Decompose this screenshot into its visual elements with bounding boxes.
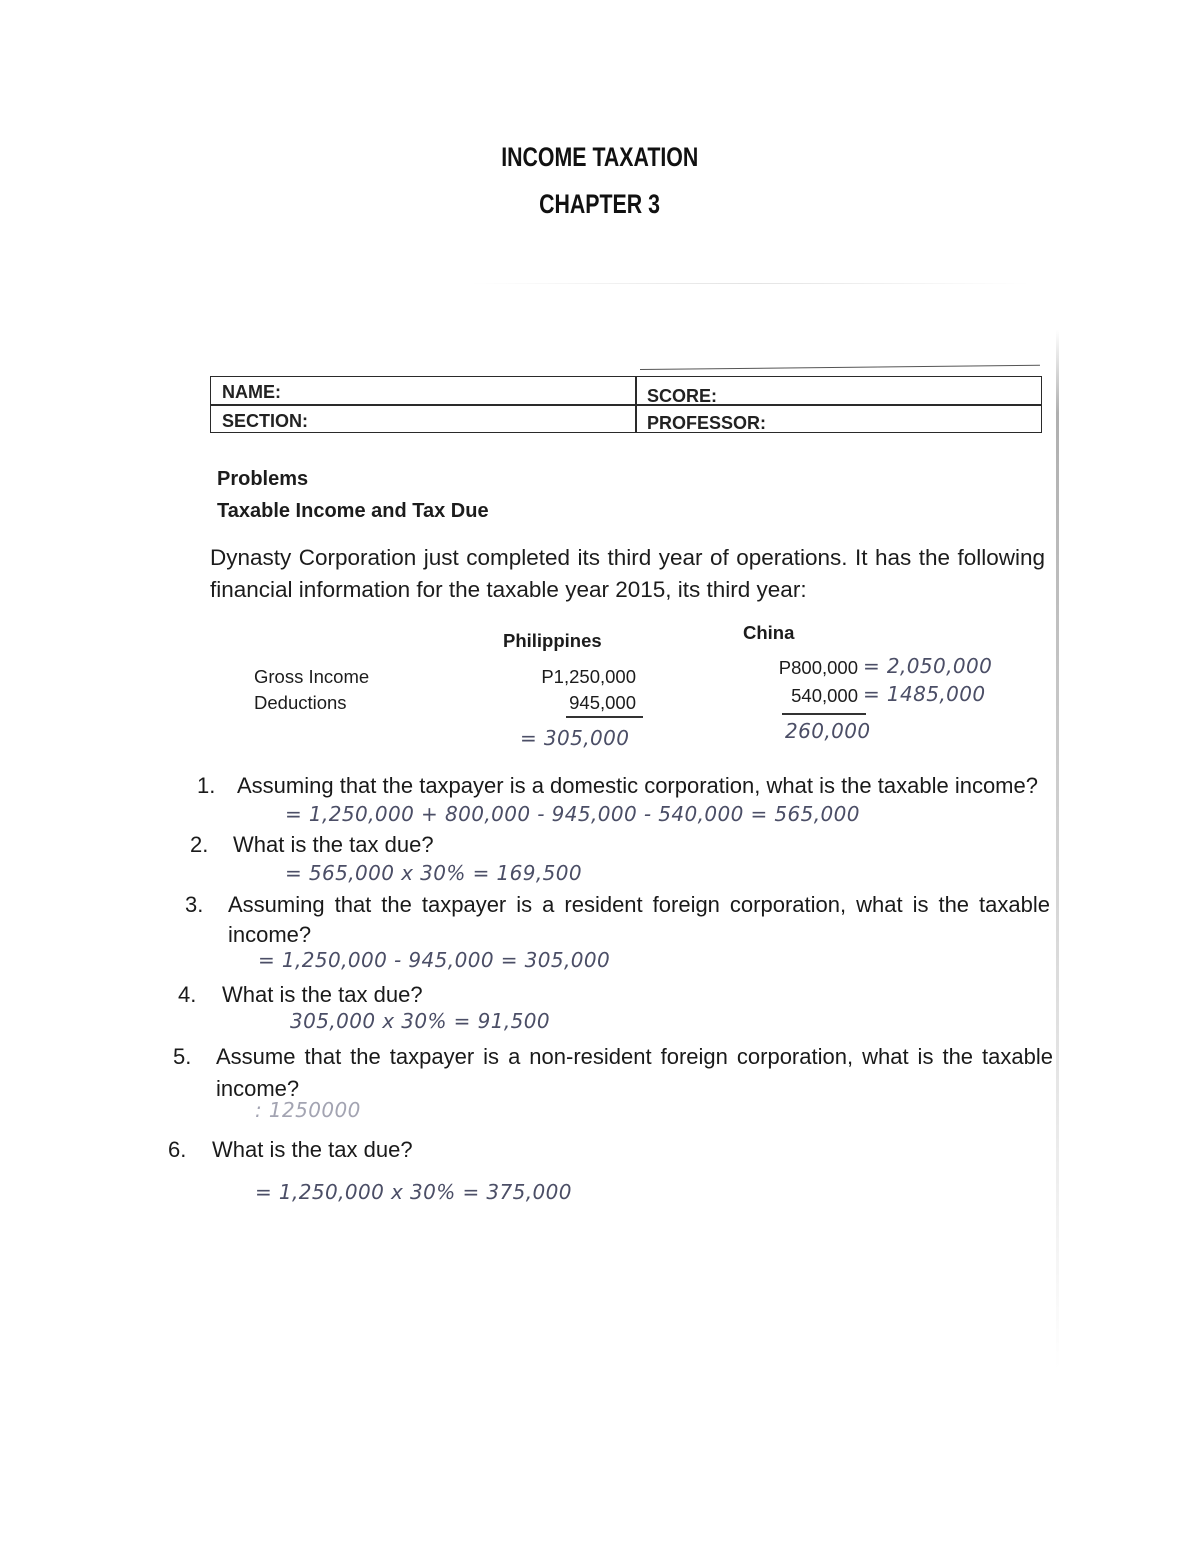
column-header-china: China bbox=[743, 622, 795, 643]
question-number: 2. bbox=[190, 832, 209, 857]
question-text: What is the tax due? bbox=[212, 1137, 413, 1162]
handwritten-answer: : 1250000 bbox=[255, 1098, 361, 1122]
problem-intro-paragraph: Dynasty Corporation just completed its third year of operations. It has the following financial information for the taxable year 2015, its third year: bbox=[210, 545, 1045, 602]
chapter-title-row bbox=[0, 188, 1200, 220]
china-sum-rule bbox=[782, 713, 866, 715]
scan-edge-line bbox=[1056, 330, 1059, 1370]
handwritten-answer: = 1,250,000 x 30% = 375,000 bbox=[255, 1180, 572, 1204]
column-header-philippines: Philippines bbox=[503, 630, 602, 651]
handwritten-answer: = 1,250,000 + 800,000 - 945,000 - 540,000 = 565,000 bbox=[285, 802, 860, 826]
question-text: Assuming that the taxpayer is a resident foreign corporation, what is the taxable income? bbox=[228, 892, 1050, 947]
question-text: Assume that the taxpayer is a non-resident foreign corporation, what is the taxable income? bbox=[216, 1044, 1053, 1101]
question-text: What is the tax due? bbox=[222, 982, 423, 1007]
handwritten-answer: = 565,000 x 30% = 169,500 bbox=[285, 861, 583, 885]
china-deductions: 540,000 bbox=[791, 685, 858, 706]
question-number: 3. bbox=[185, 892, 204, 917]
question-text: What is the tax due? bbox=[233, 832, 434, 857]
info-table-column-divider bbox=[635, 376, 637, 433]
combined-deductions-handwritten: = 1485,000 bbox=[863, 682, 986, 706]
china-gross-income: P800,000 bbox=[778, 657, 858, 678]
row-label-gross-income: Gross Income bbox=[254, 666, 370, 687]
philippines-deductions: 945,000 bbox=[569, 692, 636, 713]
problems-heading: Problems bbox=[217, 468, 309, 490]
china-net-handwritten: 260,000 bbox=[785, 719, 871, 743]
handwritten-answer: = 1,250,000 - 945,000 = 305,000 bbox=[258, 948, 611, 972]
problems-subheading: Taxable Income and Tax Due bbox=[217, 500, 489, 522]
philippines-sum-rule bbox=[566, 716, 643, 718]
philippines-gross-income: P1,250,000 bbox=[541, 666, 636, 687]
info-table-row-divider bbox=[210, 404, 1042, 406]
info-table-double-line bbox=[640, 365, 1040, 370]
question-text: Assuming that the taxpayer is a domestic corporation, what is the taxable income? bbox=[237, 773, 1038, 798]
question-number: 1. bbox=[197, 773, 216, 798]
row-label-deductions: Deductions bbox=[254, 692, 347, 713]
chapter-title: CHAPTER 3 bbox=[539, 189, 661, 219]
document-title: INCOME TAXATION bbox=[501, 142, 699, 172]
combined-gross-income-handwritten: = 2,050,000 bbox=[863, 654, 993, 678]
name-label: NAME: bbox=[222, 382, 281, 402]
question-number: 5. bbox=[173, 1044, 192, 1069]
philippines-net-handwritten: = 305,000 bbox=[520, 726, 630, 750]
question-number: 4. bbox=[178, 982, 197, 1007]
scan-faint-line bbox=[470, 283, 1030, 284]
handwritten-answer: 305,000 x 30% = 91,500 bbox=[290, 1009, 550, 1033]
professor-label: PROFESSOR: bbox=[647, 413, 767, 433]
question-number: 6. bbox=[168, 1137, 187, 1162]
section-label: SECTION: bbox=[222, 411, 309, 431]
document-title-row bbox=[0, 141, 1200, 173]
score-label: SCORE: bbox=[647, 386, 718, 406]
